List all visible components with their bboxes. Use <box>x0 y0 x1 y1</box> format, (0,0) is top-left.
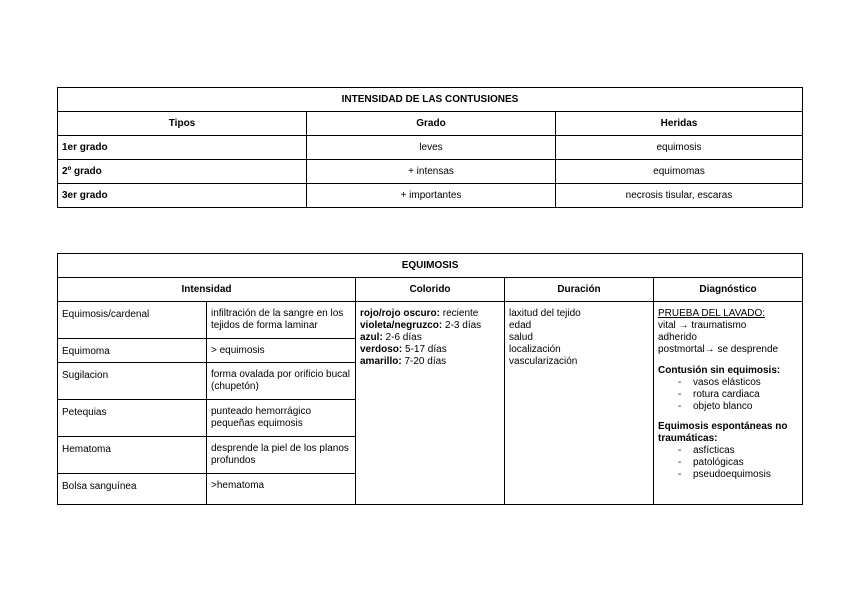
header-heridas: Heridas <box>556 112 803 136</box>
table-row <box>58 136 803 160</box>
row-tipo: 3er grado <box>58 184 307 208</box>
row-grado: leves <box>307 136 556 160</box>
duracion-item: edad <box>509 320 532 331</box>
equimosis-table <box>57 253 803 505</box>
intensidad-desc: desprende la piel de los planos profundos <box>207 437 356 474</box>
diagnostico-cell <box>654 302 803 505</box>
header-intensidad: Intensidad <box>58 278 356 302</box>
row-heridas: equimosis <box>556 136 803 160</box>
contusiones-table <box>57 87 803 208</box>
list-item: - pseudoequimosis <box>658 469 798 481</box>
duracion-item: salud <box>509 332 533 343</box>
header-colorido: Colorido <box>356 278 505 302</box>
table-row <box>58 302 803 339</box>
prueba-lavado-title: PRUEBA DEL LAVADO: <box>658 308 766 319</box>
duracion-item: laxitud del tejido <box>509 308 581 319</box>
prueba-line: adherido <box>658 332 697 343</box>
contusion-sin-equimosis-title: Contusión sin equimosis: <box>658 365 781 376</box>
list-item: - patológicas <box>658 457 798 469</box>
colorido-item: rojo/rojo oscuro: reciente <box>360 308 479 319</box>
duracion-item: localización <box>509 344 561 355</box>
equimosis-title: EQUIMOSIS <box>58 254 803 278</box>
colorido-item: azul: 2-6 días <box>360 332 422 343</box>
row-tipo: 2º grado <box>58 160 307 184</box>
row-grado: + intensas <box>307 160 556 184</box>
intensidad-desc: > equimosis <box>207 339 356 363</box>
colorido-cell <box>356 302 505 505</box>
equimosis-espontaneas-title: Equimosis espontáneas no traumáticas: <box>658 421 788 444</box>
colorido-item: verdoso: 5-17 días <box>360 344 447 355</box>
row-tipo: 1er grado <box>58 136 307 160</box>
intensidad-name: Petequias <box>58 400 207 437</box>
table-row <box>58 184 803 208</box>
prueba-line: vital → traumatismo <box>658 320 747 331</box>
header-diagnostico: Diagnóstico <box>654 278 803 302</box>
intensidad-name: Hematoma <box>58 437 207 474</box>
list-item: - rotura cardiaca <box>658 389 798 401</box>
intensidad-desc: infiltración de la sangre en los tejidos de forma laminar <box>207 302 356 339</box>
intensidad-desc: forma ovalada por orificio bucal (chupetón) <box>207 363 356 400</box>
intensidad-name: Sugilacion <box>58 363 207 400</box>
prueba-line: postmortal→ se desprende <box>658 344 779 355</box>
table-row <box>58 160 803 184</box>
contusiones-title: INTENSIDAD DE LAS CONTUSIONES <box>58 88 803 112</box>
header-duracion: Duración <box>505 278 654 302</box>
duracion-cell <box>505 302 654 505</box>
intensidad-name: Bolsa sanguínea <box>58 474 207 505</box>
row-grado: + importantes <box>307 184 556 208</box>
intensidad-desc: punteado hemorrágico pequeñas equimosis <box>207 400 356 437</box>
colorido-item: amarillo: 7-20 días <box>360 356 447 367</box>
intensidad-name: Equimoma <box>58 339 207 363</box>
duracion-item: vascularización <box>509 356 578 367</box>
list-item: - asfícticas <box>658 445 798 457</box>
header-grado: Grado <box>307 112 556 136</box>
intensidad-desc: >hematoma <box>207 474 356 505</box>
contusion-list <box>658 377 798 413</box>
list-item: - vasos elásticos <box>658 377 798 389</box>
colorido-item: violeta/negruzco: 2-3 días <box>360 320 482 331</box>
header-tipos: Tipos <box>58 112 307 136</box>
intensidad-name: Equimosis/cardenal <box>58 302 207 339</box>
list-item: - objeto blanco <box>658 401 798 413</box>
row-heridas: necrosis tisular, escaras <box>556 184 803 208</box>
espontaneas-list <box>658 445 798 481</box>
row-heridas: equimomas <box>556 160 803 184</box>
